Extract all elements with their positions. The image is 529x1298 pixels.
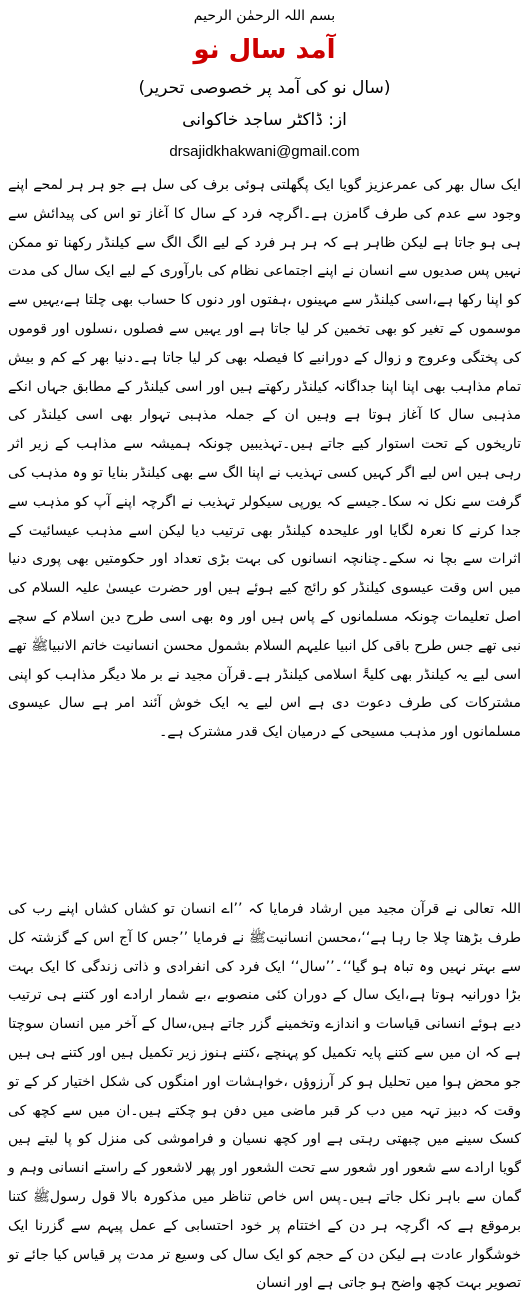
article-subtitle: (سال نو کی آمد پر خصوصی تحریر)	[138, 78, 391, 98]
bismillah-heading: بسم اللہ الرحمٰن الرحیم	[193, 8, 336, 24]
author-email: drsajidkhakwani@gmail.com	[169, 143, 360, 160]
article-title: آمد سال نو	[193, 35, 336, 65]
body-paragraph-1: ایک سال بھر کی عمرعزیز گویا ایک پگھلتی ہوئی برف کی سل ہے جو ہر ہر لمحے اپنے وجود سے عدم کی طرف گامزن ہے۔اگرچہ فرد کے سال کا آغاز تو اس کی پیدائش سے ہی ہو جاتا ہے لیکن ظاہر ہے کہ ہر ہر فرد کے لیے الگ الگ سے کیلنڈر رکھنا تو ممکن نہیں پس صدیوں سے انسان نے اپنے اجتماعی نظام کی بارآوری کے لیے ایک سال کی مدت کو اپنا رکھا ہے،اسی کیلنڈر سے مہینوں ،ہفتوں اور دنوں کا حساب بھی چلتا ہے،یہیں سے موسموں کے تغیر کو بھی تخمین کر لیا جاتا ہے اور یہیں سے فصلوں ،نسلوں اور قوموں کی پختگی وعروج و زوال کے دورانیے کا فیصلہ بھی کر لیا جاتا ہے۔دنیا بھر کے کم و بیش تمام مذاہب بھی اپنا اپنا جداگانہ کیلنڈر رکھتے ہیں اور اسی کیلنڈر کے مطابق جہاں انکے مذہبی سال کا آغاز ہوتا ہے وہیں ان کے جملہ مذہبی تہوار بھی اسی کیلنڈر کی تاریخوں کے تحت استوار کیے جاتے ہیں۔تہذیبیں چونکہ ہمیشہ سے مذاہب کے زیر اثر رہی ہیں اس لیے اگر کہیں کسی تہذیب نے اپنا الگ سے بھی کیلنڈر بنایا تو وہ مذہب کی گرفت سے نکل نہ سکا۔جیسے کہ یورپی سیکولر تہذیب نے اگرچہ اپنے آپ کو مذہب سے جدا کرنے کا نعرہ لگایا اور علیحدہ کیلنڈر بھی ترتیب دیا لیکن اسے مذہب عیسائیت کے اثرات سے بچا نہ سکے۔چنانچہ انسانوں کی بہت بڑی تعداد اور حکومتیں بھی پوری دنیا میں اس وقت عیسوی کیلنڈر کو رائج کیے ہوئے ہیں اور حضرت عیسیٰ علیہ السلام کی اصل تعلیمات چونکہ مسلمانوں کے پاس ہیں اور وہ بھی اسی طرح دین اسلام کے سچے نبی تھے جس طرح باقی کل انبیا علیہم السلام بشمول محسن انسانیت خاتم الانبیاﷺ تھے اسی لیے یہ کیلنڈر بھی کلیۃََ اسلامی کیلنڈر ہے۔قرآن مجید نے بر ملا دیگر مذاہب کو اپنی مشترکات کی طرف دعوت دی ہے اس لیے یہ ایک خوش آئند امر ہے سال عیسوی مسلمانوں اور مذہب مسیحی کے درمیان ایک قدر مشترک ہے۔	[8, 177, 521, 741]
author-line: از: ڈاکٹر ساجد خاکوانی	[182, 110, 347, 130]
body-paragraph-2: اللہ تعالی نے قرآن مجید میں ارشاد فرمایا کہ ’’اے انسان تو کشاں کشاں اپنے رب کی طرف بڑھتا چلا جا رہا ہے‘‘،محسن انسانیتﷺ نے فرمایا ’’جس کا آج اس کے گزشتہ کل سے بہتر نہیں وہ تباہ ہو گیا‘‘۔’’سال‘‘ ایک فرد کی انفرادی و ذاتی زندگی کا ایک بہت بڑا دورانیہ ہوتا ہے،ایک سال کے دوران کئی منصوبے ،بے شمار ارادے اور کتنے ہی ترتیب دیے ہوئے انسانی قیاسات و اندازے وتخمینے گزر جاتے ہیں،سال کے آخر میں انسان سوچتا ہے کہ ان میں سے کتنے پایہ تکمیل کو پہنچے ،کتنے ہنوز زیر تکمیل ہیں اور کتنے ہی ہیں جو محض ہوا میں تحلیل ہو کر آرزوؤں ،خواہشات اور امنگوں کی شکل اختیار کر کے تو وقت کہ دبیز تہہ میں دب کر قبر ماضی میں دفن ہو چکتے ہیں۔ان میں سے کچھ کی کسک سینے میں چبھتی رہتی ہے اور کچھ نسیان و فراموشی کی منزل کو پا لیتے ہیں گویا ارادے سے شعور اور شعور سے تحت الشعور اور پھر لاشعور کے راستے انسانی وہم و گمان سے باہر نکل جاتے ہیں۔پس اس خاص تناظر میں مذکورہ بالا قول رسولﷺ کتنا برموقع ہے کہ اگرچہ ہر دن کے اختتام پر خود احتسابی کے عمل پیہم سے گزرنا ایک خوشگوار عادت ہے لیکن دن کے حجم کو ایک سال کی وسیع تر مدت پر قیاس کیا جائے تو تصویر بہت کچھ واضح ہو جاتی ہے اور انسان	[8, 901, 521, 1292]
